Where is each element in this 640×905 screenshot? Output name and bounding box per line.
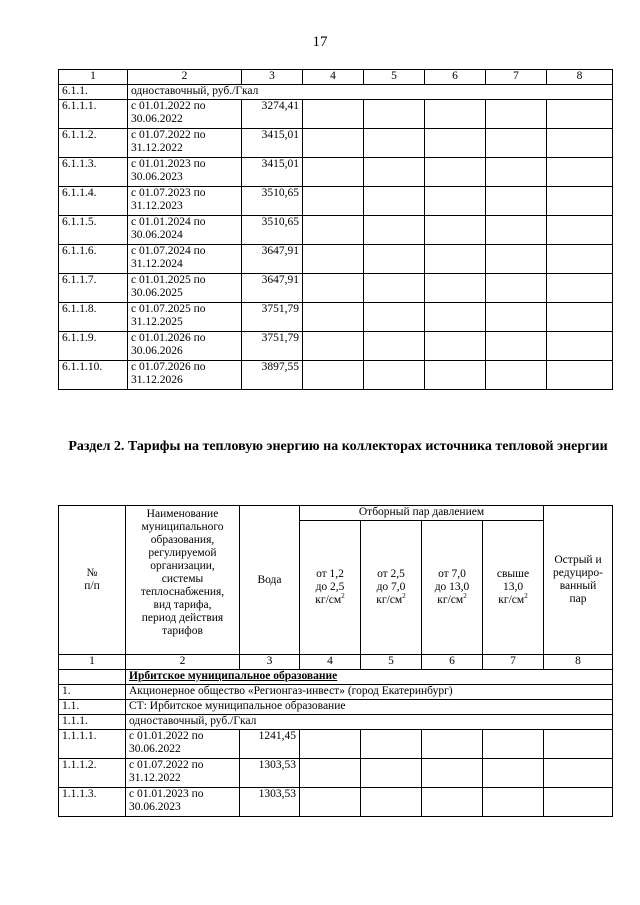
- header-row-1: [59, 506, 613, 521]
- header-name-line: теплоснабжения,: [140, 586, 225, 598]
- empty-cell: [364, 361, 425, 390]
- empty-cell: [422, 759, 483, 788]
- header-steam-group: Отборный пар давлением: [300, 506, 544, 521]
- row-number: 6.1.1.7.: [59, 274, 128, 303]
- empty-cell: [364, 303, 425, 332]
- empty-cell: [364, 245, 425, 274]
- steam-col-line: до 13,0: [434, 581, 470, 593]
- steam-col-line: до 7,0: [376, 581, 406, 593]
- steam-col-line: от 2,5: [377, 568, 405, 580]
- empty-cell: [544, 730, 613, 759]
- steam-col-line: 13,0: [502, 581, 524, 593]
- empty-cell: [303, 274, 364, 303]
- row-number: 1.1.: [59, 700, 126, 715]
- header-name-line: тарифов: [162, 625, 203, 637]
- empty-cell: [422, 730, 483, 759]
- row-number: 1.1.1.1.: [59, 730, 126, 759]
- empty-cell: [59, 670, 126, 685]
- period-line: 31.12.2023: [131, 200, 183, 212]
- period-line: с 01.07.2022 по: [129, 759, 204, 771]
- col-num: 1: [59, 655, 126, 670]
- group-row: [59, 715, 613, 730]
- period-line: 30.06.2022: [129, 743, 181, 755]
- row-number: 1.1.1.3.: [59, 788, 126, 817]
- header-name-line: период действия: [141, 612, 224, 624]
- header-sharp-line: пар: [569, 593, 587, 605]
- group-label: одноставочный, руб./Гкал: [128, 85, 613, 100]
- system-label: СТ: Ирбитское муниципальное образование: [126, 700, 613, 715]
- header-sharp-line: редуциро-: [553, 567, 603, 579]
- empty-cell: [544, 759, 613, 788]
- header-name-line: системы: [161, 573, 204, 585]
- empty-cell: [486, 216, 547, 245]
- system-row: [59, 700, 613, 715]
- col-num: 1: [59, 70, 128, 85]
- empty-cell: [364, 187, 425, 216]
- tariff-value: 3751,79: [242, 303, 303, 332]
- empty-cell: [361, 730, 422, 759]
- tariff-value: 3510,65: [242, 216, 303, 245]
- empty-cell: [364, 129, 425, 158]
- steam-col-unit: $кг/см^2$: [315, 592, 345, 606]
- steam-col-line: от 1,2: [316, 568, 344, 580]
- col-num: 5: [361, 655, 422, 670]
- tariff-table-continued: [58, 69, 613, 390]
- empty-cell: [547, 245, 613, 274]
- col-num: 4: [300, 655, 361, 670]
- section-title: Раздел 2. Тарифы на тепловую энергию на коллекторах источника тепловой энергии: [68, 439, 608, 454]
- period: [128, 245, 242, 274]
- steam-col-line: до 2,5: [315, 581, 345, 593]
- row-number: 6.1.1.5.: [59, 216, 128, 245]
- empty-cell: [303, 361, 364, 390]
- period-line: с 01.07.2023 по: [131, 187, 206, 199]
- municipality-label: Ирбитское муниципальное образование: [126, 670, 613, 685]
- tariff-row: [59, 332, 613, 361]
- tariff-value: 1303,53: [240, 759, 300, 788]
- row-number: 6.1.1.8.: [59, 303, 128, 332]
- header-steam-col: [483, 521, 544, 655]
- period-line: с 01.01.2023 по: [129, 788, 204, 800]
- tariff-value: 1303,53: [240, 788, 300, 817]
- tariff-row: [59, 759, 613, 788]
- row-number: 6.1.1.1.: [59, 100, 128, 129]
- empty-cell: [364, 274, 425, 303]
- period-line: с 01.01.2024 по: [131, 216, 206, 228]
- row-number: 1.1.1.2.: [59, 759, 126, 788]
- col-num: 6: [422, 655, 483, 670]
- col-num: 6: [425, 70, 486, 85]
- empty-cell: [483, 788, 544, 817]
- period-line: 30.06.2026: [131, 345, 183, 357]
- period-line: с 01.07.2024 по: [131, 245, 206, 257]
- period: [128, 361, 242, 390]
- period-line: 30.06.2023: [129, 801, 181, 813]
- tariff-row: [59, 100, 613, 129]
- period-line: 30.06.2022: [131, 113, 183, 125]
- period-line: 31.12.2025: [131, 316, 183, 328]
- row-number: 6.1.1.4.: [59, 187, 128, 216]
- tariff-row: [59, 216, 613, 245]
- empty-cell: [547, 332, 613, 361]
- col-num: 8: [547, 70, 613, 85]
- header-name-line: образования,: [150, 534, 215, 546]
- period-line: с 01.01.2022 по: [129, 730, 204, 742]
- header-name-line: организации,: [150, 560, 215, 572]
- tariff-value: 1241,45: [240, 730, 300, 759]
- header-sharp-line: ванный: [559, 580, 597, 592]
- row-number: 6.1.1.6.: [59, 245, 128, 274]
- header-steam-col: [300, 521, 361, 655]
- empty-cell: [486, 129, 547, 158]
- column-number-row: [59, 655, 613, 670]
- column-number-row: [59, 70, 613, 85]
- steam-col-unit: $кг/см^2$: [437, 592, 467, 606]
- empty-cell: [300, 759, 361, 788]
- row-number: 1.1.1.: [59, 715, 126, 730]
- empty-cell: [486, 274, 547, 303]
- empty-cell: [303, 216, 364, 245]
- row-number: 6.1.1.: [59, 85, 128, 100]
- col-num: 3: [240, 655, 300, 670]
- period-line: с 01.01.2022 по: [131, 100, 206, 112]
- empty-cell: [547, 303, 613, 332]
- period-line: с 01.01.2025 по: [131, 274, 206, 286]
- period: [128, 303, 242, 332]
- empty-cell: [547, 158, 613, 187]
- steam-col-unit: $кг/см^2$: [376, 592, 406, 606]
- empty-cell: [425, 303, 486, 332]
- empty-cell: [486, 187, 547, 216]
- col-num: 3: [242, 70, 303, 85]
- period: [128, 129, 242, 158]
- tariff-value: 3647,91: [242, 274, 303, 303]
- empty-cell: [425, 361, 486, 390]
- header-steam-col: [422, 521, 483, 655]
- empty-cell: [483, 730, 544, 759]
- col-num: 2: [126, 655, 240, 670]
- empty-cell: [300, 788, 361, 817]
- collector-tariff-table: [58, 505, 613, 817]
- header-sharp-steam: [544, 506, 613, 655]
- municipality-row: [59, 670, 613, 685]
- empty-cell: [544, 788, 613, 817]
- period-line: 31.12.2024: [131, 258, 183, 270]
- empty-cell: [425, 332, 486, 361]
- empty-cell: [425, 274, 486, 303]
- empty-cell: [547, 361, 613, 390]
- page-number: 17: [312, 34, 328, 50]
- tariff-value: 3274,41: [242, 100, 303, 129]
- empty-cell: [486, 332, 547, 361]
- empty-cell: [547, 129, 613, 158]
- tariff-row: [59, 274, 613, 303]
- period-line: 31.12.2026: [131, 374, 183, 386]
- period: [126, 788, 240, 817]
- period: [128, 216, 242, 245]
- organization-row: [59, 685, 613, 700]
- period: [126, 730, 240, 759]
- empty-cell: [547, 100, 613, 129]
- tariff-value: 3647,91: [242, 245, 303, 274]
- period-line: 31.12.2022: [131, 142, 183, 154]
- header-sharp-line: Острый и: [554, 554, 602, 566]
- header-name-line: вид тарифа,: [153, 599, 212, 611]
- empty-cell: [547, 187, 613, 216]
- period: [128, 332, 242, 361]
- empty-cell: [486, 100, 547, 129]
- tariff-row: [59, 788, 613, 817]
- group-row: [59, 85, 613, 100]
- empty-cell: [364, 332, 425, 361]
- empty-cell: [303, 187, 364, 216]
- period-line: с 01.07.2022 по: [131, 129, 206, 141]
- empty-cell: [303, 100, 364, 129]
- header-water: Вода: [240, 506, 300, 655]
- empty-cell: [425, 216, 486, 245]
- empty-cell: [486, 303, 547, 332]
- period: [128, 274, 242, 303]
- period-line: 30.06.2023: [131, 171, 183, 183]
- empty-cell: [422, 788, 483, 817]
- empty-cell: [303, 158, 364, 187]
- header-name-line: Наименование: [146, 508, 219, 520]
- tariff-value: 3510,65: [242, 187, 303, 216]
- steam-col-unit: $кг/см^2$: [498, 592, 528, 606]
- tariff-row: [59, 245, 613, 274]
- empty-cell: [547, 274, 613, 303]
- empty-cell: [364, 216, 425, 245]
- header-name-line: регулируемой: [148, 547, 217, 559]
- row-number: 6.1.1.2.: [59, 129, 128, 158]
- row-number: 6.1.1.3.: [59, 158, 128, 187]
- empty-cell: [300, 730, 361, 759]
- period-line: с 01.07.2026 по: [131, 361, 206, 373]
- period-line: с 01.07.2025 по: [131, 303, 206, 315]
- empty-cell: [486, 245, 547, 274]
- col-num: 8: [544, 655, 613, 670]
- period: [128, 187, 242, 216]
- empty-cell: [303, 303, 364, 332]
- header-number: [59, 506, 126, 655]
- col-num: 2: [128, 70, 242, 85]
- empty-cell: [486, 361, 547, 390]
- tariff-row: [59, 361, 613, 390]
- empty-cell: [364, 100, 425, 129]
- period: [126, 759, 240, 788]
- empty-cell: [361, 759, 422, 788]
- empty-cell: [425, 100, 486, 129]
- row-number: 1.: [59, 685, 126, 700]
- tariff-value: 3415,01: [242, 158, 303, 187]
- col-num: 7: [486, 70, 547, 85]
- period-line: 31.12.2022: [129, 772, 181, 784]
- empty-cell: [483, 759, 544, 788]
- tariff-value: 3897,55: [242, 361, 303, 390]
- row-number: 6.1.1.9.: [59, 332, 128, 361]
- empty-cell: [361, 788, 422, 817]
- col-num: 5: [364, 70, 425, 85]
- period-line: с 01.01.2023 по: [131, 158, 206, 170]
- tariff-row: [59, 730, 613, 759]
- empty-cell: [425, 187, 486, 216]
- tariff-value: 3751,79: [242, 332, 303, 361]
- steam-col-line: от 7,0: [438, 568, 466, 580]
- period: [128, 158, 242, 187]
- empty-cell: [303, 332, 364, 361]
- period-line: 30.06.2024: [131, 229, 183, 241]
- empty-cell: [486, 158, 547, 187]
- header-number-line: №: [86, 567, 98, 579]
- tariff-row: [59, 129, 613, 158]
- header-name: [126, 506, 240, 655]
- group-label: одноставочный, руб./Гкал: [126, 715, 613, 730]
- header-steam-col: [361, 521, 422, 655]
- col-num: 4: [303, 70, 364, 85]
- tariff-value: 3415,01: [242, 129, 303, 158]
- tariff-row: [59, 303, 613, 332]
- empty-cell: [425, 245, 486, 274]
- empty-cell: [425, 158, 486, 187]
- tariff-row: [59, 158, 613, 187]
- period-line: 30.06.2025: [131, 287, 183, 299]
- empty-cell: [547, 216, 613, 245]
- empty-cell: [303, 129, 364, 158]
- header-number-line: п/п: [84, 580, 100, 592]
- row-number: 6.1.1.10.: [59, 361, 128, 390]
- header-name-line: муниципального: [141, 521, 224, 533]
- organization-label: Акционерное общество «Регионгаз-инвест» (город Екатеринбург): [126, 685, 613, 700]
- empty-cell: [303, 245, 364, 274]
- tariff-row: [59, 187, 613, 216]
- steam-col-line: свыше: [496, 568, 530, 580]
- col-num: 7: [483, 655, 544, 670]
- empty-cell: [425, 129, 486, 158]
- period: [128, 100, 242, 129]
- empty-cell: [364, 158, 425, 187]
- period-line: с 01.01.2026 по: [131, 332, 206, 344]
